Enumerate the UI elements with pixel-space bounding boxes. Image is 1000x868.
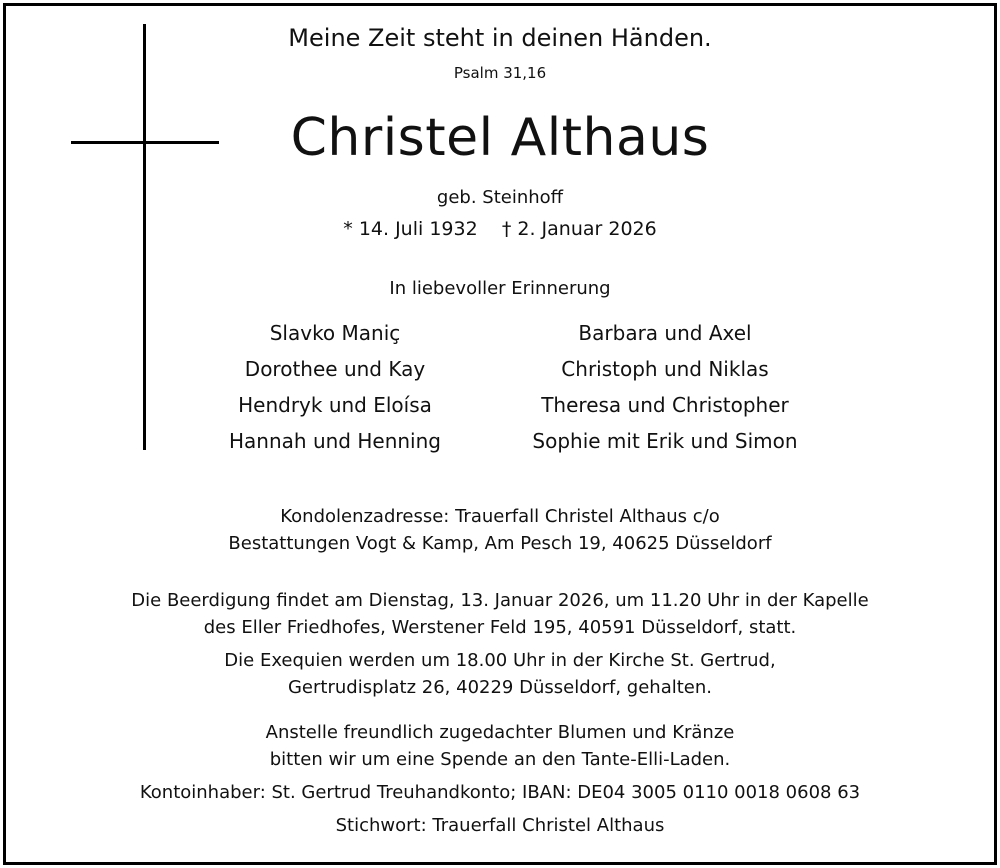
mourner-name: Christoph und Niklas xyxy=(561,357,769,381)
funeral-info-line: des Eller Friedhofes, Werstener Feld 195, 40591 Düsseldorf, statt. xyxy=(203,617,797,638)
donation-request-line: Anstelle freundlich zugedachter Blumen und Kränze xyxy=(265,722,735,743)
mourner-column-left xyxy=(190,315,480,459)
condolence-address-line: Kondolenzadresse: Trauerfall Christel Althaus c/o xyxy=(280,506,720,527)
mourner-name: Theresa und Christopher xyxy=(541,393,789,417)
mourner-name: Sophie mit Erik und Simon xyxy=(532,429,798,453)
exequies-info-line: Gertrudisplatz 26, 40229 Düsseldorf, gehalten. xyxy=(287,677,713,698)
motto: Meine Zeit steht in deinen Händen. xyxy=(288,24,712,52)
mourner-name: Barbara und Axel xyxy=(578,321,752,345)
donation-request-line: bitten wir um eine Spende an den Tante-Elli-Laden. xyxy=(269,749,731,770)
bank-account-line: Kontoinhaber: St. Gertrud Treuhandkonto; IBAN: DE04 3005 0110 0018 0608 63 xyxy=(139,782,861,803)
exequies-info-line: Die Exequien werden um 18.00 Uhr in der Kirche St. Gertrud, xyxy=(224,650,776,671)
mourner-column-right xyxy=(510,315,820,459)
life-dates: * 14. Juli 1932 † 2. Januar 2026 xyxy=(343,218,657,240)
funeral-info-line: Die Beerdigung findet am Dienstag, 13. Januar 2026, um 11.20 Uhr in der Kapelle xyxy=(131,590,869,611)
mourner-name: Hannah und Henning xyxy=(229,429,441,453)
mourner-name: Dorothee und Kay xyxy=(244,357,426,381)
deceased-name: Christel Althaus xyxy=(290,108,710,168)
mourner-name: Hendryk und Eloísa xyxy=(238,393,432,417)
donation-keyword-line: Stichwort: Trauerfall Christel Althaus xyxy=(335,815,665,836)
condolence-address-line: Bestattungen Vogt & Kamp, Am Pesch 19, 40625 Düsseldorf xyxy=(228,533,772,554)
mourner-name: Slavko Maniç xyxy=(269,321,401,345)
remembrance-heading: In liebevoller Erinnerung xyxy=(389,278,611,299)
psalm-reference: Psalm 31,16 xyxy=(453,64,547,82)
birth-name: geb. Steinhoff xyxy=(436,187,564,208)
